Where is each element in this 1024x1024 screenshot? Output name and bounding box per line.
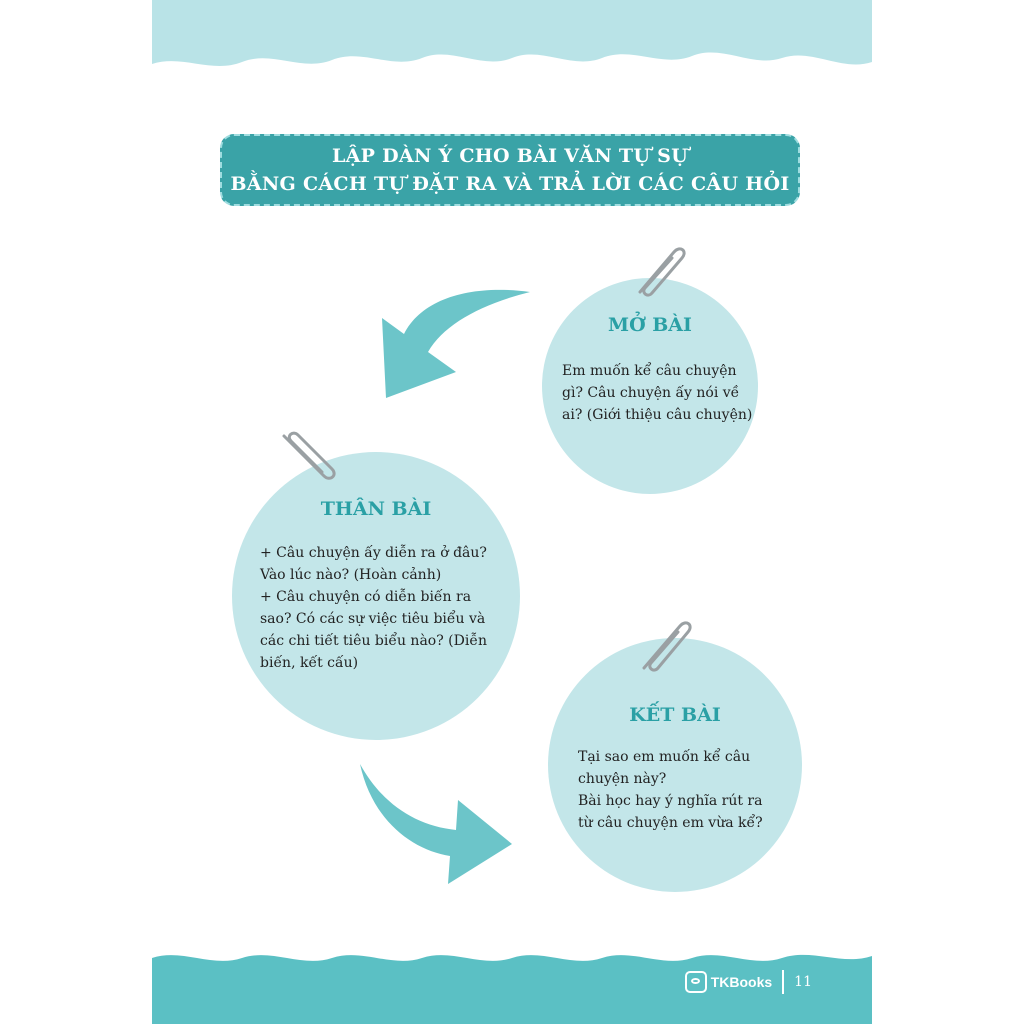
ket-bai-line: chuyện này? (578, 771, 667, 787)
than-bai-line: Vào lúc nào? (Hoàn cảnh) (260, 567, 442, 583)
ket-bai-line: Bài học hay ý nghĩa rút ra (578, 793, 763, 809)
than-bai-heading: THÂN BÀI (320, 498, 432, 520)
than-bai-circle (232, 452, 520, 740)
book-page (152, 0, 872, 1024)
than-bai-line: sao? Có các sự việc tiêu biểu và (260, 611, 486, 627)
brand-name: TKBooks (710, 974, 773, 990)
ket-bai-heading: KẾT BÀI (629, 704, 721, 726)
paper-clip-icon (278, 426, 342, 486)
than-bai-line: biến, kết cấu) (260, 655, 359, 671)
ket-bai-circle (548, 638, 802, 892)
ket-bai-text (578, 746, 778, 834)
title-line-2: BẰNG CÁCH TỰ ĐẶT RA VÀ TRẢ LỜI CÁC CÂU HỎI (230, 173, 790, 195)
mo-bai-line: gì? Câu chuyện ấy nói về (562, 385, 740, 401)
paper-clip-icon (630, 238, 690, 300)
mo-bai-text (562, 360, 753, 426)
page-number: 11 (794, 974, 812, 990)
mo-bai-line: ai? (Giới thiệu câu chuyện) (562, 407, 753, 423)
than-bai-line: + Câu chuyện ấy diễn ra ở đâu? (260, 545, 487, 561)
mo-bai-line: Em muốn kể câu chuyện (562, 363, 737, 379)
mo-bai-circle (542, 278, 758, 494)
tkbooks-logo-icon (685, 971, 707, 993)
title-line-1: LẬP DÀN Ý CHO BÀI VĂN TỰ SỰ (331, 145, 689, 167)
curved-arrow-top (352, 280, 542, 420)
footer-divider (782, 970, 784, 994)
curved-arrow-bottom (352, 760, 522, 890)
than-bai-text (260, 542, 500, 674)
paper-clip-icon (636, 614, 698, 674)
title-banner (220, 134, 800, 206)
ket-bai-line: Tại sao em muốn kể câu (578, 749, 751, 765)
than-bai-line: + Câu chuyện có diễn biến ra (260, 589, 472, 605)
footer-brand (685, 970, 812, 994)
ket-bai-line: từ câu chuyện em vừa kể? (578, 815, 763, 831)
top-wave-decoration (152, 0, 872, 110)
mo-bai-heading: MỞ BÀI (608, 314, 692, 336)
than-bai-line: các chi tiết tiêu biểu nào? (Diễn (260, 633, 487, 649)
